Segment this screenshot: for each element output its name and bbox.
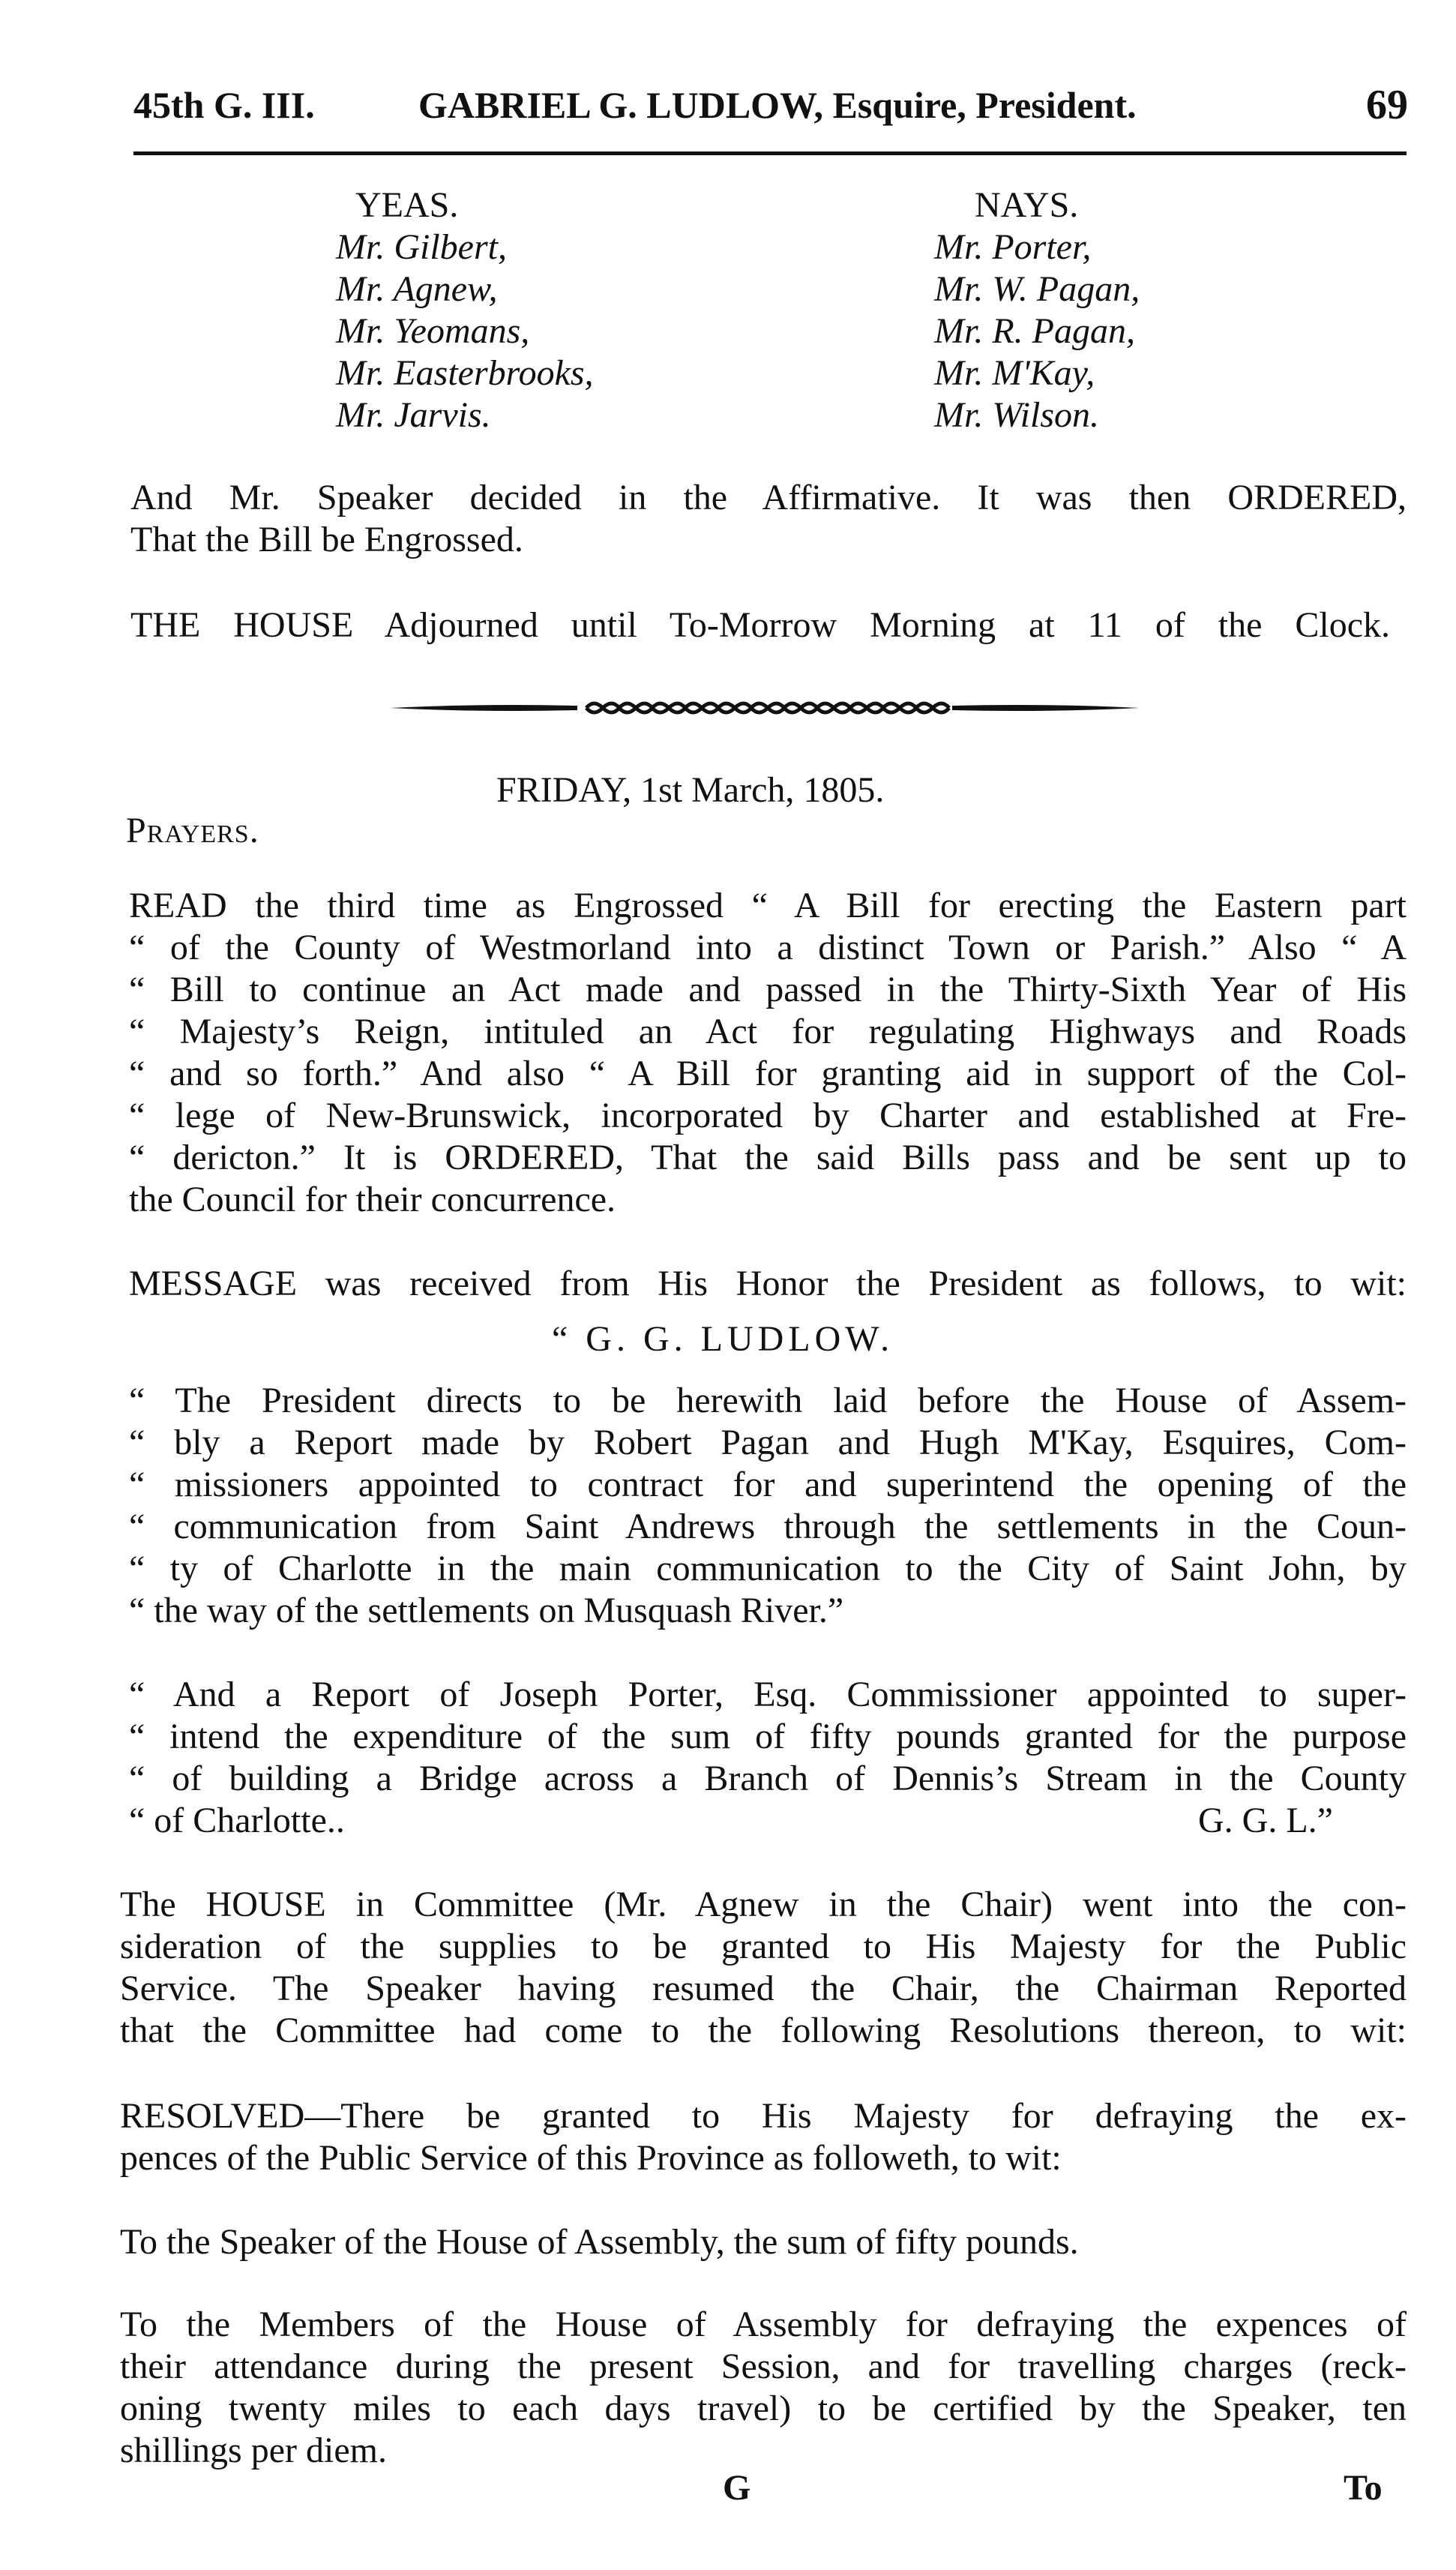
signature-mark: G — [723, 2468, 751, 2508]
committee-line: The HOUSE in Committee (Mr. Agnew in the Chair) went into the con- — [120, 1885, 1407, 1924]
read-line: “ Bill to continue an Act made and passed in the Thirty-Sixth Year of His — [129, 970, 1407, 1009]
read-line: “ of the County of Westmorland into a distinct Town or Parish.” Also “ A — [129, 928, 1407, 967]
nays-heading: NAYS. — [975, 185, 1079, 225]
yea-name: Mr. Agnew, — [336, 269, 498, 309]
message-line: “ ty of Charlotte in the main communication to the City of Saint John, by — [129, 1549, 1407, 1588]
message-line: “ the way of the settlements on Musquash River.” — [129, 1591, 844, 1630]
members-sum-line: shillings per diem. — [120, 2431, 387, 2470]
nay-name: Mr. W. Pagan, — [934, 269, 1140, 309]
nay-name: Mr. Wilson. — [934, 395, 1100, 435]
header-session: 45th G. III. — [133, 84, 315, 126]
message-line: “ missioners appointed to contract for and superintend the opening of the — [129, 1465, 1407, 1504]
ornamental-rule — [390, 693, 1140, 723]
yea-name: Mr. Yeomans, — [336, 311, 530, 351]
catchword: To — [1344, 2468, 1383, 2508]
message-signature: “ G. G. LUDLOW. — [552, 1319, 894, 1359]
header-rule — [133, 151, 1407, 155]
read-line: READ the third time as Engrossed “ A Bill for erecting the Eastern part — [129, 886, 1407, 925]
message-line: “ communication from Saint Andrews through the settlements in the Coun- — [129, 1507, 1407, 1546]
date-heading: FRIDAY, 1st March, 1805. — [496, 770, 885, 810]
members-sum-line: oning twenty miles to each days travel) to be certified by the Speaker, ten — [120, 2389, 1407, 2428]
committee-line: that the Committee had come to the following Resolutions thereon, to wit: — [120, 2011, 1407, 2050]
committee-line: sideration of the supplies to be granted to His Majesty for the Public — [120, 1927, 1407, 1966]
nay-name: Mr. Porter, — [934, 227, 1092, 267]
yea-name: Mr. Easterbrooks, — [336, 353, 594, 393]
members-sum-line: their attendance during the present Session, and for travelling charges (reck- — [120, 2347, 1407, 2386]
message-line: “ The President directs to be herewith laid before the House of Assem- — [129, 1381, 1407, 1420]
header-title: GABRIEL G. LUDLOW, Esquire, President. — [418, 84, 1137, 126]
members-sum-line: To the Members of the House of Assembly for defraying the expences of — [120, 2305, 1407, 2344]
read-line: the Council for their concurrence. — [129, 1180, 616, 1219]
porter-line: “ of Charlotte.. — [129, 1801, 345, 1840]
message-received-line: MESSAGE was received from His Honor the President as follows, to wit: — [129, 1264, 1407, 1303]
read-line: “ Majesty’s Reign, intituled an Act for regulating Highways and Roads — [129, 1012, 1407, 1051]
prayers-label: Prayers. — [126, 811, 259, 850]
read-line: “ and so forth.” And also “ A Bill for granting aid in support of the Col- — [129, 1054, 1407, 1093]
speaker-sum-line: To the Speaker of the House of Assembly, the sum of fifty pounds. — [120, 2222, 1079, 2262]
read-line: “ dericton.” It is ORDERED, That the said Bills pass and be sent up to — [129, 1138, 1407, 1177]
committee-line: Service. The Speaker having resumed the Chair, the Chairman Reported — [120, 1969, 1407, 2008]
porter-line: “ of building a Bridge across a Branch of Dennis’s Stream in the County — [129, 1759, 1407, 1798]
yea-name: Mr. Gilbert, — [336, 227, 507, 267]
adjourned-line: THE HOUSE Adjourned until To-Morrow Morning at 11 of the Clock. — [130, 605, 1390, 645]
porter-signature: G. G. L.” — [1198, 1801, 1333, 1840]
message-line: “ bly a Report made by Robert Pagan and Hugh M'Kay, Esquires, Com- — [129, 1423, 1407, 1462]
nay-name: Mr. R. Pagan, — [934, 311, 1135, 351]
speaker-decided-line: And Mr. Speaker decided in the Affirmative. It was then ORDERED, — [130, 478, 1407, 517]
read-line: “ lege of New-Brunswick, incorporated by Charter and established at Fre- — [129, 1096, 1407, 1135]
speaker-decided-line: That the Bill be Engrossed. — [130, 520, 523, 559]
porter-line: “ And a Report of Joseph Porter, Esq. Commissioner appointed to super- — [129, 1675, 1407, 1714]
porter-line: “ intend the expenditure of the sum of fifty pounds granted for the purpose — [129, 1717, 1407, 1756]
page-number: 69 — [1366, 82, 1408, 128]
resolved-line: RESOLVED—There be granted to His Majesty for defraying the ex- — [120, 2096, 1407, 2136]
yea-name: Mr. Jarvis. — [336, 395, 491, 435]
resolved-line: pences of the Public Service of this Province as followeth, to wit: — [120, 2138, 1062, 2178]
nay-name: Mr. M'Kay, — [934, 353, 1095, 393]
yeas-heading: YEAS. — [355, 185, 459, 225]
